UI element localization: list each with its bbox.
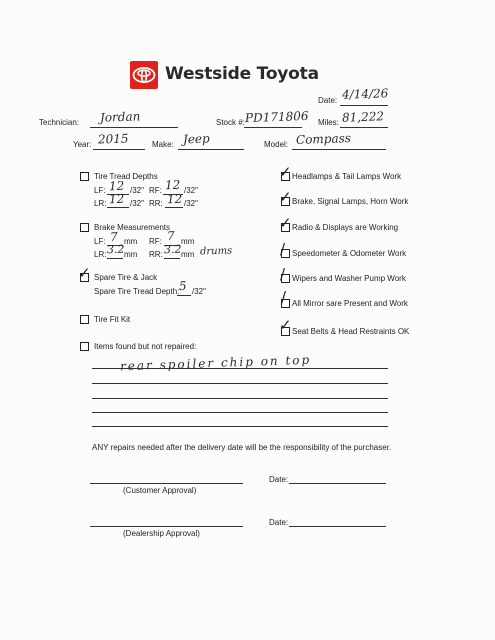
dealership-signature-line[interactable] [90, 526, 243, 527]
brake-rr-line [164, 258, 180, 259]
technician-label: Technician: [39, 118, 80, 127]
tire-tread-label: Tire Tread Depths [94, 172, 158, 181]
items-found-checkbox[interactable] [80, 342, 89, 351]
check-wipers-label: Wipers and Washer Pump Work [292, 274, 406, 283]
brake-lf-label: LF: [94, 237, 106, 246]
make-value[interactable]: Jeep [182, 131, 210, 147]
toyota-logo-icon [130, 61, 158, 89]
customer-date-line[interactable] [289, 483, 386, 484]
check-radio-icon: ✓ [279, 214, 292, 232]
tread-rf-label: RF: [149, 186, 162, 195]
customer-signature-line[interactable] [90, 483, 243, 484]
check-wipers-icon: / [280, 265, 286, 283]
brake-rr-value[interactable]: 3.2 [163, 242, 182, 257]
brake-rf-unit: mm [181, 237, 195, 246]
items-line-3 [92, 398, 388, 399]
brake-lr-line [107, 258, 123, 259]
spare-depth-line [177, 295, 191, 296]
spare-depth-unit: /32" [192, 287, 206, 296]
disclaimer: ANY repairs needed after the delivery date will be the responsibility of the purchaser. [92, 443, 392, 452]
brake-lf-unit: mm [124, 237, 138, 246]
stock-line [244, 127, 302, 128]
check-speedometer-label: Speedometer & Odometer Work [292, 249, 407, 258]
brake-rr-unit: mm [181, 250, 195, 259]
tire-fit-checkbox[interactable] [80, 315, 89, 324]
brake-note[interactable]: drums [199, 245, 233, 258]
tread-lf-unit: /32" [130, 186, 144, 195]
tire-fit-label: Tire Fit Kit [94, 315, 131, 324]
items-line-2 [92, 383, 388, 384]
stock-label: Stock #: [216, 118, 245, 127]
date-line [340, 105, 388, 106]
stock-value[interactable]: PD171806 [244, 108, 309, 126]
make-label: Make: [152, 140, 174, 149]
check-headlamps-icon: ✓ [279, 163, 292, 181]
dealership-approval-label: (Dealership Approval) [123, 529, 200, 538]
year-value[interactable]: 2015 [97, 131, 129, 147]
date-label: Date: [318, 96, 338, 105]
brake-checkbox[interactable] [80, 223, 89, 232]
year-label: Year: [73, 140, 92, 149]
check-seatbelts-label: Seat Belts & Head Restraints OK [292, 327, 410, 336]
check-seatbelts-icon: ✓ [279, 316, 292, 334]
tire-tread-checkbox[interactable] [80, 172, 89, 181]
miles-label: Miles: [318, 118, 339, 127]
check-mirrors-icon: / [281, 288, 287, 306]
items-line-5 [92, 426, 388, 427]
spare-depth-value[interactable]: 5 [178, 278, 187, 294]
check-speedometer-icon: / [280, 240, 286, 258]
spare-label: Spare Tire & Jack [94, 273, 158, 282]
check-headlamps-label: Headlamps & Tail Lamps Work [292, 172, 402, 181]
dealership-date-label: Date: [269, 518, 289, 527]
tread-lf-label: LF: [94, 186, 106, 195]
customer-approval-label: (Customer Approval) [123, 486, 197, 495]
dealership-date-line[interactable] [289, 526, 386, 527]
brake-rr-label: RR: [149, 250, 163, 259]
brake-lf-value[interactable]: 7 [109, 229, 118, 245]
items-found-value[interactable]: rear spoiler chip on top [119, 352, 312, 374]
tread-rf-unit: /32" [184, 186, 198, 195]
check-brake-lamps-label: Brake, Signal Lamps, Horn Work [292, 197, 409, 206]
model-label: Model: [264, 140, 289, 149]
check-radio-label: Radio & Displays are Working [292, 223, 399, 232]
technician-line [90, 127, 178, 128]
date-value[interactable]: 4/14/26 [341, 86, 389, 102]
brand-name: Westside Toyota [165, 64, 319, 84]
tread-rr-unit: /32" [184, 199, 198, 208]
tread-rf-value[interactable]: 12 [164, 177, 181, 193]
brake-label: Brake Measurements [94, 223, 171, 232]
check-brake-lamps-icon: ✓ [279, 188, 292, 206]
tread-rr-value[interactable]: 12 [166, 191, 183, 207]
brake-lr-value[interactable]: 3.2 [106, 242, 125, 257]
items-line-4 [92, 412, 388, 413]
tread-lr-value[interactable]: 12 [108, 191, 125, 207]
check-mirrors-label: All Mirror sare Present and Work [292, 299, 408, 308]
technician-value[interactable]: Jordan [99, 109, 141, 125]
tread-lf-value[interactable]: 12 [108, 178, 125, 194]
brake-rf-value[interactable]: 7 [166, 228, 175, 244]
model-line [292, 149, 386, 150]
brake-rf-label: RF: [149, 237, 162, 246]
brake-lr-label: LR: [94, 250, 107, 259]
brake-lr-unit: mm [124, 250, 138, 259]
miles-line [340, 127, 388, 128]
model-value[interactable]: Compass [295, 131, 352, 147]
spare-check-icon: ✓ [78, 264, 91, 282]
items-found-label: Items found but not repaired: [94, 342, 197, 351]
miles-value[interactable]: 81,222 [341, 109, 385, 125]
tread-lr-label: LR: [94, 199, 107, 208]
tread-rr-label: RR: [149, 199, 163, 208]
tread-rr-line [165, 207, 183, 208]
make-line [178, 149, 244, 150]
customer-date-label: Date: [269, 475, 289, 484]
tread-lr-unit: /32" [130, 199, 144, 208]
spare-depth-label: Spare Tire Tread Depth: [94, 287, 180, 296]
tread-lr-line [107, 207, 129, 208]
items-line-1 [92, 368, 388, 369]
year-line [93, 149, 145, 150]
